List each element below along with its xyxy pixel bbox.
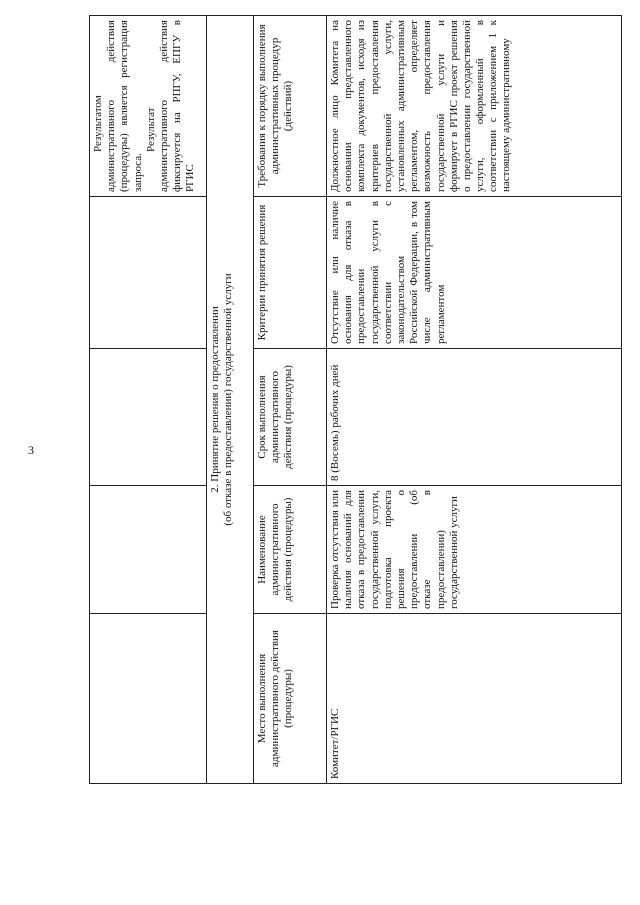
table-row (327, 16, 622, 784)
place-cell: Комитет/РГИС (327, 614, 622, 784)
name-cell: Проверка отсутствия или наличия оснований для отказа в предоставлении государственной услуги, подготовка проекта решения о предоставлении (об отказе в предоставлении) государственной услуги (327, 486, 622, 614)
result-cell (90, 16, 207, 197)
section-title (207, 16, 254, 784)
header-requirements: Требования к порядку выполнения административных процедур (действий) (254, 16, 327, 197)
previous-row (90, 16, 207, 784)
header-criteria: Критерии принятия решения (254, 197, 327, 349)
procedure-table (89, 15, 622, 784)
section-row (207, 16, 254, 784)
page-number: 3 (28, 443, 34, 457)
header-place: Место выполнения административного действия (процедуры) (254, 614, 327, 784)
result-fixation-text: Результат административного действия фиксируется на РПГУ, ЕПГУ в РГИС (144, 20, 197, 192)
requirements-cell: Должностное лицо Комитета на основании представленного комплекта документов, исходя из критериев предоставления государственной услуги, установленных административным регламентом, определяет возможность предоставления государственной услуги и формирует в РГИС проект решения о предоставлении государственной услуги, оформленный в соответствии с приложением 1 к настоящему административному (327, 16, 622, 197)
term-cell: 8 (Восемь) рабочих дней (327, 349, 622, 486)
section-title-line2: (об отказе в предоставлении) государственной услуги (222, 273, 235, 526)
empty-cell (90, 486, 207, 614)
header-row (254, 16, 327, 784)
empty-cell (90, 349, 207, 486)
criteria-cell: Отсутствие или наличие основания для отказа в предоставлении государственной услуги в соответствии с законодательством Российской Федерации, в том числе административным регламентом (327, 197, 622, 349)
header-name: Наименование административного действия (процедуры) (254, 486, 327, 614)
header-term: Срок выполнения административного действия (процедуры) (254, 349, 327, 486)
empty-cell (90, 614, 207, 784)
section-title-line1: 2. Принятие решения о предоставлении (209, 306, 221, 493)
empty-cell (90, 197, 207, 349)
result-text: Результатом административного действия (процедуры) является регистрация запроса. (92, 20, 144, 192)
